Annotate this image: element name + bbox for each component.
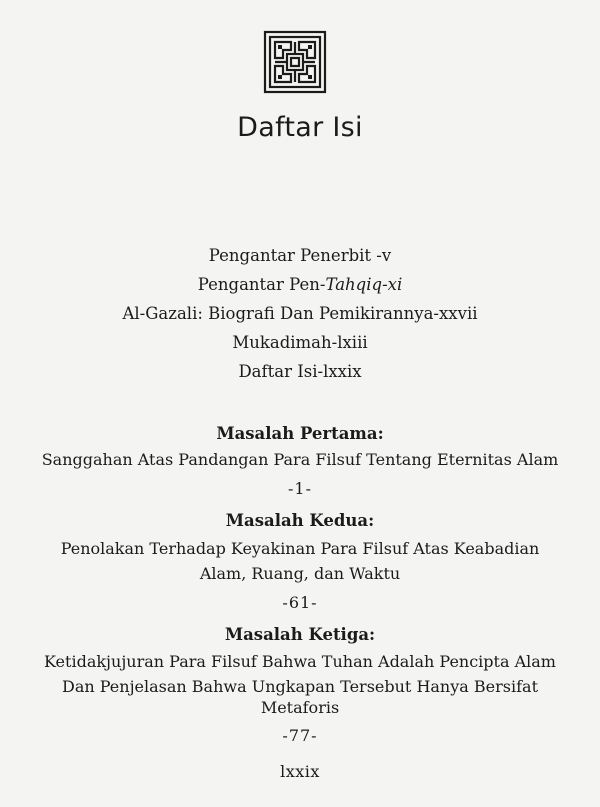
toc-entry-mukadimah: Mukadimah-lxiii <box>232 333 368 352</box>
section-description: Sanggahan Atas Pandangan Para Filsuf Tentang Eternitas Alam <box>41 450 559 469</box>
section-page-number: -77- <box>282 726 318 745</box>
section-heading: Masalah Ketiga: <box>224 625 376 644</box>
footer-page-number: lxxix <box>280 762 320 781</box>
ornament-icon <box>263 30 327 94</box>
toc-entry-biografi: Al-Gazali: Biografi Dan Pemikirannya-xxvii <box>122 304 478 323</box>
section-description: Dan Penjelasan Bahwa Ungkapan Tersebut Hanya Bersifat <box>61 677 538 696</box>
page-title: Daftar Isi <box>237 112 363 143</box>
toc-entry-italic: Tahqiq-xi <box>325 275 403 294</box>
section-description: Penolakan Terhadap Keyakinan Para Filsuf Atas Keabadian <box>60 539 540 558</box>
toc-entry-daftar-isi: Daftar Isi-lxxix <box>238 362 362 381</box>
section-page-number: -61- <box>282 593 318 612</box>
section-description: Metaforis <box>260 698 340 717</box>
section-description: Alam, Ruang, dan Waktu <box>199 564 401 583</box>
section-description: Ketidakjujuran Para Filsuf Bahwa Tuhan Adalah Pencipta Alam <box>44 652 556 671</box>
toc-entry-prefix: Pengantar Pen- <box>197 275 326 294</box>
section-page-number: -1- <box>288 479 312 498</box>
toc-entry-pengantar-pentahqiq <box>0 275 600 294</box>
toc-entry-pengantar-penerbit: Pengantar Penerbit -v <box>208 246 392 265</box>
section-heading: Masalah Kedua: <box>225 511 375 530</box>
section-heading: Masalah Pertama: <box>216 424 384 443</box>
